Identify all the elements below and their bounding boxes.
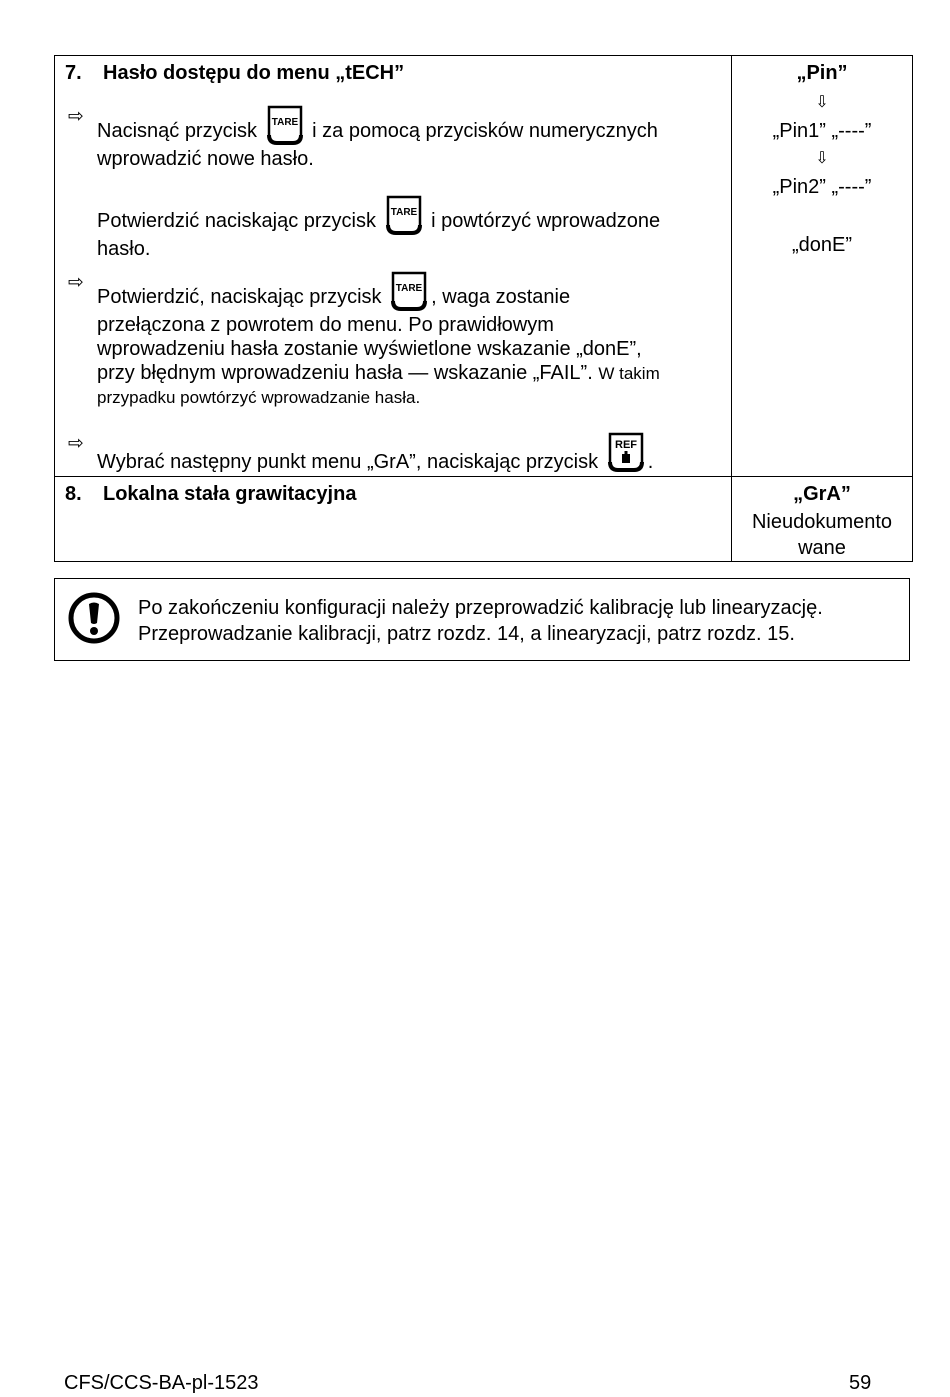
table-row-section-8 xyxy=(55,477,913,562)
display-gra-line2: wane xyxy=(798,537,846,559)
step-2-text-b: , waga zostanie xyxy=(431,286,571,308)
note-text xyxy=(138,595,908,647)
section-8-description xyxy=(55,477,732,562)
tare-key-icon xyxy=(389,271,429,313)
svg-text:TARE: TARE xyxy=(395,283,423,294)
exclamation-icon xyxy=(67,591,121,645)
section-8-title: Lokalna stała grawitacyjna xyxy=(103,483,357,505)
bullet-arrow-icon: ⇨ xyxy=(68,272,84,293)
section-7-heading xyxy=(55,61,731,85)
display-gra-title: „GrA” xyxy=(793,483,851,505)
display-pin1: „Pin1” „----” xyxy=(772,120,872,142)
step-1-text-c: wprowadzić nowe hasło. xyxy=(97,148,314,170)
step-2-text-a: Potwierdzić, naciskając przycisk xyxy=(97,286,382,308)
document-id: CFS/CCS-BA-pl-1523 xyxy=(64,1372,259,1394)
down-arrow-icon: ⇩ xyxy=(815,150,829,167)
tare-key-icon xyxy=(265,105,305,147)
svg-text:REF: REF xyxy=(614,439,637,451)
bullet-arrow-icon: ⇨ xyxy=(68,106,84,127)
step-2 xyxy=(55,271,731,410)
section-7-display xyxy=(732,56,913,477)
step-2-text-g: przypadku powtórzyć wprowadzanie hasła. xyxy=(97,388,421,407)
step-2-text-e: przy błędnym wprowadzeniu hasła — wskazanie „FAIL”. xyxy=(97,362,593,384)
display-done: „donE” xyxy=(791,234,853,256)
step-1-text-d: Potwierdzić naciskając przycisk xyxy=(97,210,376,232)
step-2-text-f: W takim xyxy=(598,364,660,383)
step-2-text-c: przełączona z powrotem do menu. Po prawidłowym xyxy=(97,314,554,336)
note-line-2: Przeprowadzanie kalibracji, patrz rozdz. 14, a linearyzacji, patrz rozdz. 15. xyxy=(138,623,795,645)
bullet-arrow-icon: ⇨ xyxy=(68,433,84,454)
step-3-text-b: . xyxy=(647,451,654,473)
step-1 xyxy=(55,105,731,261)
display-gra-line1: Nieudokumento xyxy=(751,511,893,533)
ref-key-icon xyxy=(606,432,646,474)
section-8-heading xyxy=(55,482,731,506)
display-pin-title: „Pin” xyxy=(796,62,848,84)
page-number: 59 xyxy=(849,1372,872,1394)
step-3-text-a: Wybrać następny punkt menu „GrA”, naciskając przycisk xyxy=(97,451,599,473)
step-1-text-e: i powtórzyć wprowadzone xyxy=(431,210,661,232)
step-1-text-b: i za pomocą przycisków numerycznych xyxy=(312,120,658,142)
note-box xyxy=(54,578,910,661)
step-1-text-a: Nacisnąć przycisk xyxy=(97,120,258,142)
section-7-title: Hasło dostępu do menu „tECH” xyxy=(103,62,405,84)
step-3 xyxy=(55,418,731,474)
down-arrow-icon: ⇩ xyxy=(815,94,829,111)
section-8-display xyxy=(732,477,913,562)
table-row-section-7 xyxy=(55,56,913,477)
svg-text:TARE: TARE xyxy=(390,207,417,218)
svg-text:TARE: TARE xyxy=(271,117,298,128)
display-pin2: „Pin2” „----” xyxy=(772,176,872,198)
section-7-number: 7. xyxy=(65,62,82,84)
tare-key-icon xyxy=(384,195,424,237)
settings-table xyxy=(54,55,913,562)
section-7-description xyxy=(55,56,732,477)
note-line-1: Po zakończeniu konfiguracji należy przeprowadzić kalibrację lub linearyzację. xyxy=(138,597,823,619)
step-2-text-d: wprowadzeniu hasła zostanie wyświetlone wskazanie „donE”, xyxy=(97,338,642,360)
step-1-text-f: hasło. xyxy=(97,238,151,260)
section-8-number: 8. xyxy=(65,483,82,505)
